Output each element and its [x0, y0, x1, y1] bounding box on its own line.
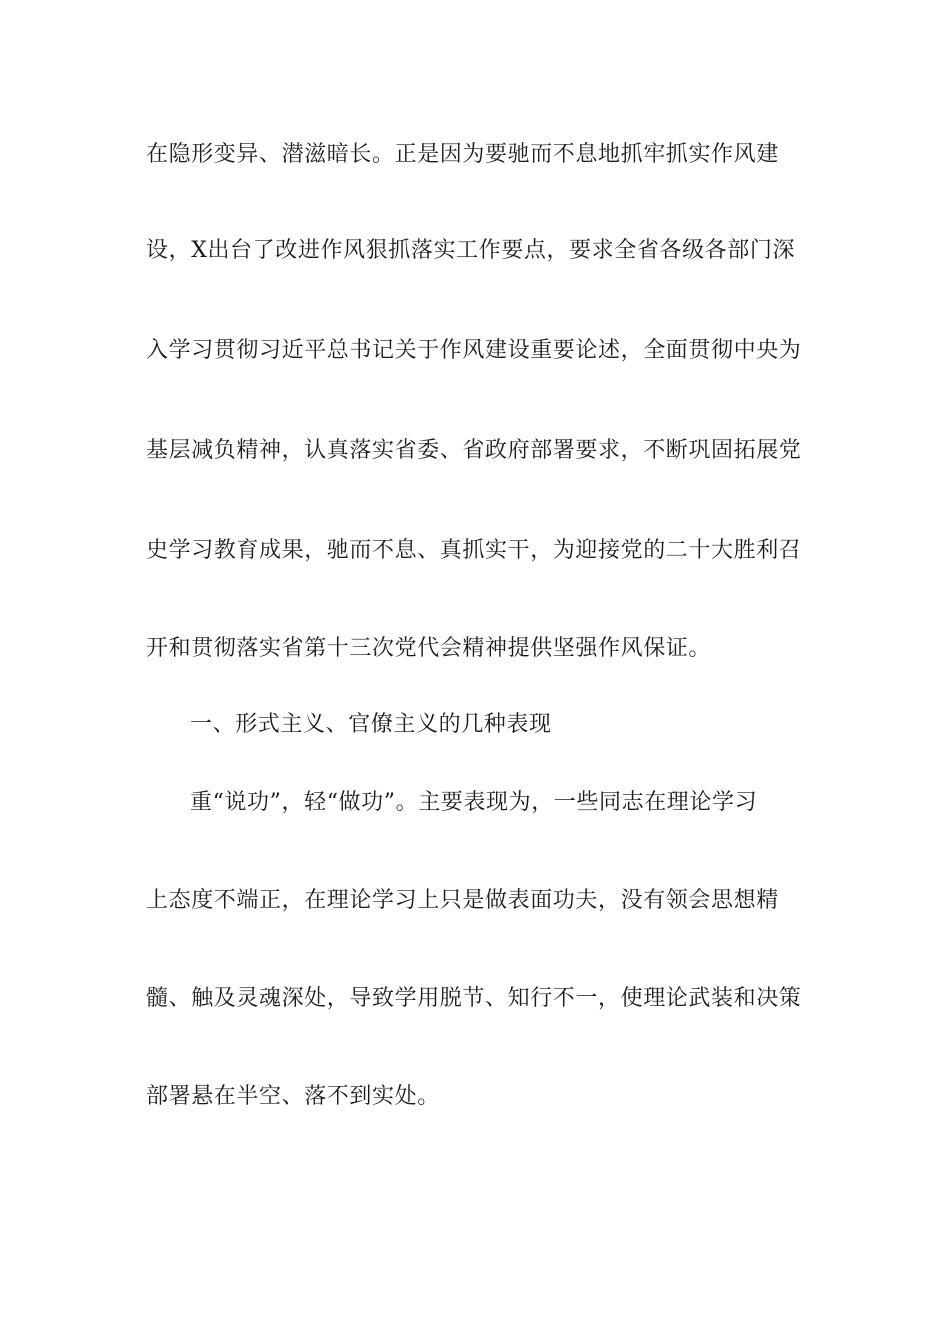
paragraph-line: 史学习教育成果，驰而不息、真抓实干，为迎接党的二十大胜利召 [146, 538, 802, 563]
paragraph-line: 在隐形变异、潜滋暗长。正是因为要驰而不息地抓牢抓实作风建 [146, 142, 779, 167]
paragraph-line: 部署悬在半空、落不到实处。 [146, 1084, 440, 1109]
paragraph-line: 入学习贯彻习近平总书记关于作风建设重要论述，全面贯彻中央为 [146, 338, 802, 363]
paragraph-line: 开和贯彻落实省第十三次党代会精神提供坚强作风保证。 [146, 636, 712, 661]
paragraph-line: 髓、触及灵魂深处，导致学用脱节、知行不一，使理论武装和决策 [146, 986, 802, 1011]
paragraph-line: 上态度不端正，在理论学习上只是做表面功夫，没有领会思想精 [146, 888, 779, 913]
paragraph-line: 重“说功”，轻“做功”。主要表现为，一些同志在理论学习 [190, 790, 758, 815]
paragraph-line: 设，X出台了改进作风狠抓落实工作要点，要求全省各级各部门深 [146, 238, 796, 263]
paragraph-line: 基层减负精神，认真落实省委、省政府部署要求，不断巩固拓展党 [146, 438, 802, 463]
section-heading: 一、形式主义、官僚主义的几种表现 [190, 712, 552, 737]
